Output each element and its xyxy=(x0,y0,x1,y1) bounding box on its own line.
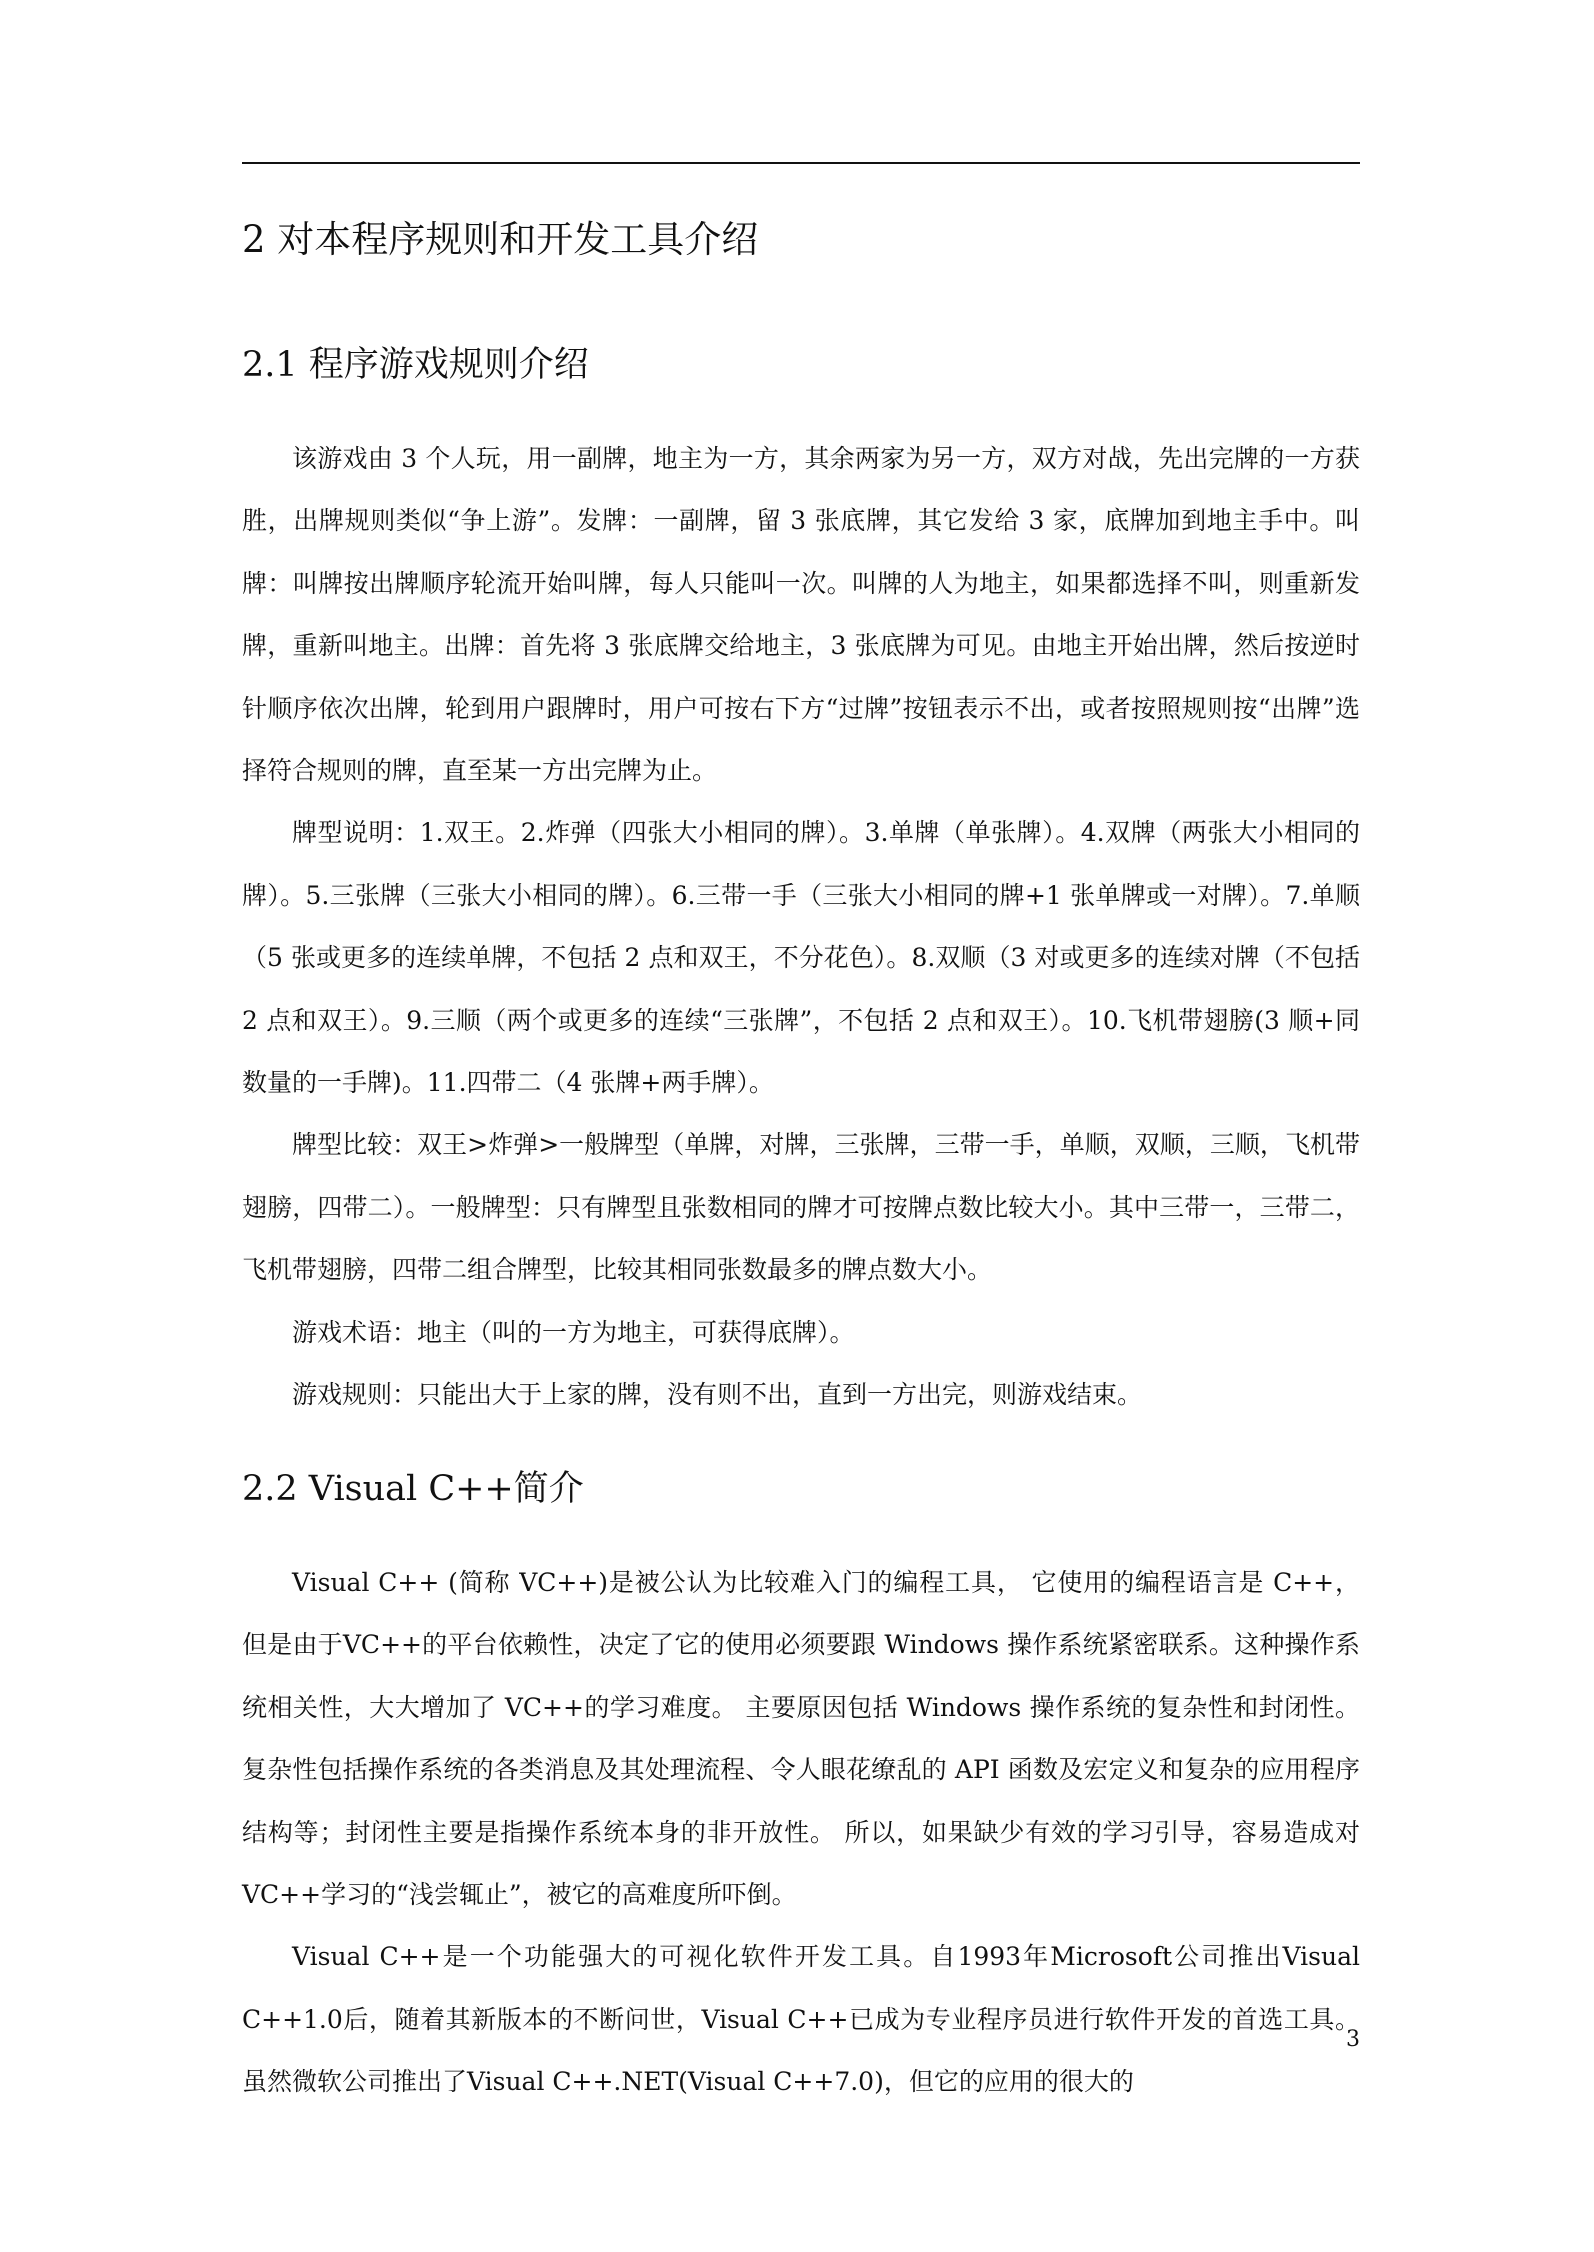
paragraph-game-terms: 游戏术语：地主（叫的一方为地主，可获得底牌）。 xyxy=(292,1317,855,1347)
paragraph-vcpp-difficulty: Visual C++ (简称 VC++)是被公认为比较难入门的编程工具， 它使用的编程语言是 C++， 但是由于VC++的平台依赖性，决定了它的使用必须要跟 Windows 操作系统紧密联系。这种操作系统相关性，大大增加了 VC++的学习难度。 主要原因包括 Windows 操作系统的复杂性和封闭性。复杂性包括操作系统的各类消息及其处理流程、令人眼花缭乱的 API 函数及宏定义和复杂的应用程序结构等；封闭性主要是指操作系统本身的非开放性。 所以，如果缺少有效的学习引导，容易造成对 VC++学习的“浅尝辄止”，被它的高难度所吓倒。 xyxy=(242,1568,1360,1910)
paragraph-card-comparison: 牌型比较：双王>炸弹>一般牌型（单牌，对牌，三张牌，三带一手，单顺，双顺，三顺，飞机带翅膀，四带二）。一般牌型：只有牌型且张数相同的牌才可按牌点数比较大小。其中三带一，三带二，飞机带翅膀，四带二组合牌型，比较其相同张数最多的牌点数大小。 xyxy=(242,1130,1360,1285)
section-rules-body xyxy=(242,428,1360,1427)
paragraph-game-rules: 游戏规则：只能出大于上家的牌，没有则不出，直到一方出完，则游戏结束。 xyxy=(292,1380,1143,1410)
page-number: 3 xyxy=(1346,2027,1360,2052)
chapter-title: 2 对本程序规则和开发工具介绍 xyxy=(242,218,759,261)
section-title-rules: 2.1 程序游戏规则介绍 xyxy=(242,345,589,385)
paragraph-card-types: 牌型说明：1.双王。2.炸弹（四张大小相同的牌）。3.单牌（单张牌）。4.双牌（两张大小相同的牌）。5.三张牌（三张大小相同的牌）。6.三带一手（三张大小相同的牌+1 张单牌或一对牌）。7.单顺（5 张或更多的连续单牌，不包括 2 点和双王，不分花色）。8.双顺（3 对或更多的连续对牌（不包括 2 点和双王）。9.三顺（两个或更多的连续“三张牌”，不包括 2 点和双王）。10.飞机带翅膀(3 顺+同数量的一手牌)。11.四带二（4 张牌+两手牌）。 xyxy=(242,818,1360,1098)
section-vcpp-body xyxy=(242,1552,1360,2114)
paragraph-vcpp-history: Visual C++是一个功能强大的可视化软件开发工具。自1993年Microsoft公司推出Visual C++1.0后，随着其新版本的不断问世，Visual C++已成为专业程序员进行软件开发的首选工具。 虽然微软公司推出了Visual C++.NET(Visual C++7.0)，但它的应用的很大的 xyxy=(242,1942,1360,2097)
paragraph-game-overview: 该游戏由 3 个人玩，用一副牌，地主为一方，其余两家为另一方，双方对战，先出完牌的一方获胜，出牌规则类似“争上游”。发牌：一副牌，留 3 张底牌，其它发给 3 家，底牌加到地主手中。叫牌：叫牌按出牌顺序轮流开始叫牌，每人只能叫一次。叫牌的人为地主，如果都选择不叫，则重新发牌，重新叫地主。出牌：首先将 3 张底牌交给地主，3 张底牌为可见。由地主开始出牌，然后按逆时针顺序依次出牌，轮到用户跟牌时，用户可按右下方“过牌”按钮表示不出，或者按照规则按“出牌”选择符合规则的牌，直至某一方出完牌为止。 xyxy=(242,444,1360,786)
header-rule xyxy=(242,162,1360,164)
section-title-vcpp: 2.2 Visual C++简介 xyxy=(242,1469,584,1509)
